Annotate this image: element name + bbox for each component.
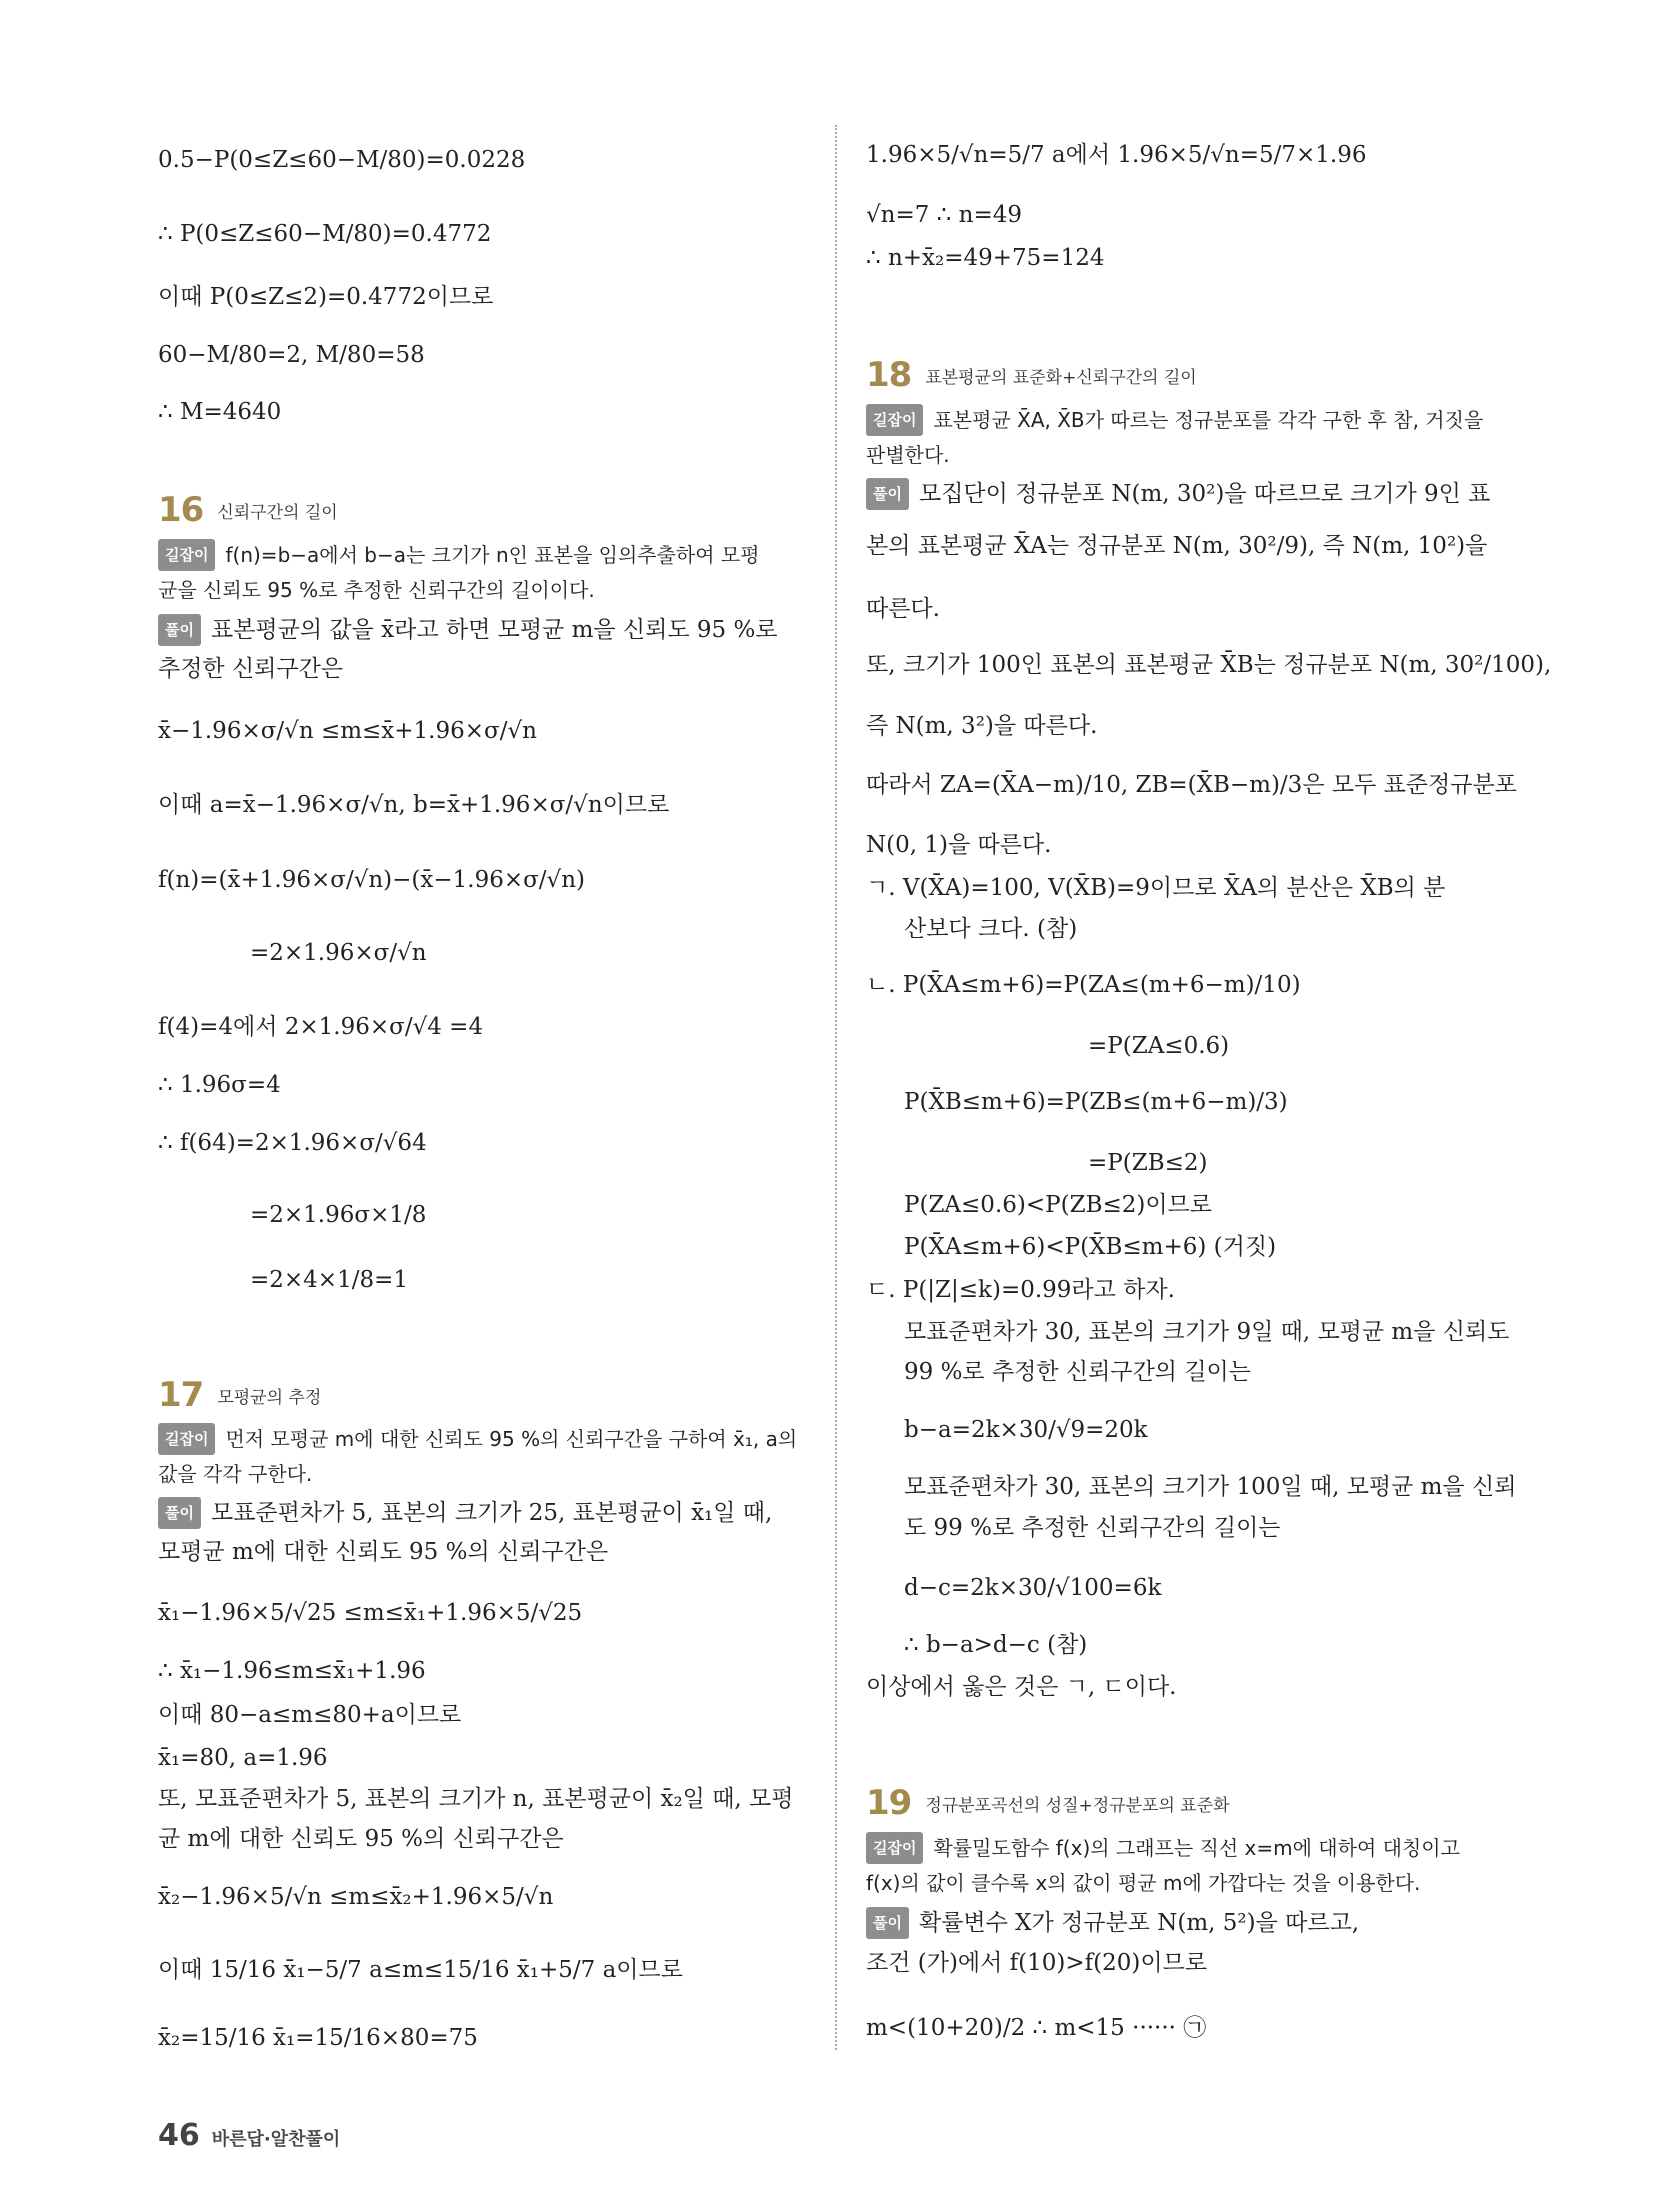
solution-line: 균 m에 대한 신뢰도 95 %의 신뢰구간은 (158, 1826, 564, 1852)
choice-item-a-cont: 산보다 크다. (참) (904, 916, 1078, 942)
choice-item-b: ㄴ. P(X̄A≤m+6)=P(ZA≤(m+6−m)/10) (866, 972, 1301, 998)
equation-line: 이때 a=x̄−1.96×σ/√n, b=x̄+1.96×σ/√n이므로 (158, 792, 670, 818)
guide-text: 표본평균 X̄A, X̄B가 따르는 정규분포를 각각 구한 후 참, 거짓을 (933, 408, 1484, 432)
text-line: ∴ P(0≤Z≤60−M/80)=0.4772 (158, 221, 492, 247)
solution-text: 확률변수 X가 정규분포 N(m, 5²)을 따르고, (918, 1910, 1360, 1936)
choice-item-a: ㄱ. V(X̄A)=100, V(X̄B)=9이므로 X̄A의 분산은 X̄B의 분 (866, 875, 1446, 901)
equation-line: m<(10+20)/2 ∴ m<15 ······ ㉠ (866, 2015, 1207, 2041)
solution-tag: 풀이 (158, 1497, 201, 1529)
solution-text: 모집단이 정규분포 N(m, 30²)을 따르므로 크기가 9인 표 (918, 481, 1491, 507)
guide-line: 균을 신뢰도 95 %로 추정한 신뢰구간의 길이이다. (158, 578, 595, 602)
equation-line: ∴ b−a>d−c (참) (904, 1632, 1088, 1658)
guide-text: 먼저 모평균 m에 대한 신뢰도 95 %의 신뢰구간을 구하여 x̄₁, a의 (225, 1427, 798, 1451)
text-line: 0.5−P(0≤Z≤60−M/80)=0.0228 (158, 147, 526, 173)
solution-tag: 풀이 (866, 1907, 909, 1939)
equation-line: =2×4×1/8=1 (250, 1267, 409, 1293)
guide-line (866, 404, 1483, 436)
equation-line: b−a=2k×30/√9=20k (904, 1417, 1148, 1443)
choice-item-c: ㄷ. P(|Z|≤k)=0.99라고 하자. (866, 1277, 1175, 1303)
section-header-16 (158, 490, 338, 530)
guide-tag: 길잡이 (866, 404, 923, 436)
guide-text: 확률밀도함수 f(x)의 그래프는 직선 x=m에 대하여 대칭이고 (933, 1836, 1460, 1860)
solution-text: 모표준편차가 5, 표본의 크기가 25, 표본평균이 x̄₁일 때, (210, 1500, 773, 1526)
section-header-17 (158, 1375, 321, 1415)
section-number: 19 (866, 1783, 912, 1823)
equation-line: x̄₂=15/16 x̄₁=15/16×80=75 (158, 2025, 478, 2051)
equation-line: f(n)=(x̄+1.96×σ/√n)−(x̄−1.96×σ/√n) (158, 867, 585, 893)
guide-line: 판별한다. (866, 443, 950, 467)
section-title: 모평균의 추정 (217, 1387, 322, 1408)
equation-line: 이때 15/16 x̄₁−5/7 a≤m≤15/16 x̄₁+5/7 a이므로 (158, 1957, 683, 1983)
section-number: 17 (158, 1375, 204, 1415)
solution-line: 따른다. (866, 596, 940, 622)
solution-line: 따라서 ZA=(X̄A−m)/10, ZB=(X̄B−m)/3은 모두 표준정규분포 (866, 772, 1517, 798)
section-header-18 (866, 355, 1197, 395)
equation-line: =2×1.96σ×1/8 (250, 1202, 427, 1228)
solution-line: 또, 크기가 100인 표본의 표본평균 X̄B는 정규분포 N(m, 30²/100), (866, 652, 1552, 678)
equation-line: =P(ZA≤0.6) (1088, 1033, 1230, 1059)
section-title: 신뢰구간의 길이 (217, 502, 338, 523)
solution-tag: 풀이 (866, 478, 909, 510)
section-number: 18 (866, 355, 912, 395)
equation-line: =2×1.96×σ/√n (250, 940, 427, 966)
equation-line: ∴ 1.96σ=4 (158, 1072, 281, 1098)
page-number: 46 (158, 2118, 200, 2153)
equation-line: ∴ n+x̄₂=49+75=124 (866, 245, 1105, 271)
guide-tag: 길잡이 (866, 1832, 923, 1864)
solution-line (866, 1907, 1359, 1939)
solution-text: 표본평균의 값을 x̄라고 하면 모평균 m을 신뢰도 95 %로 (210, 617, 778, 643)
solution-line: N(0, 1)을 따른다. (866, 832, 1052, 858)
text-line: 60−M/80=2, M/80=58 (158, 342, 425, 368)
equation-line: x̄₂−1.96×5/√n ≤m≤x̄₂+1.96×5/√n (158, 1884, 554, 1910)
solution-line: 조건 (가)에서 f(10)>f(20)이므로 (866, 1950, 1208, 1976)
guide-line: f(x)의 값이 클수록 x의 값이 평균 m에 가깝다는 것을 이용한다. (866, 1871, 1421, 1895)
equation-line: f(4)=4에서 2×1.96×σ/√4 =4 (158, 1014, 484, 1040)
solution-line: 모표준편차가 30, 표본의 크기가 100일 때, 모평균 m을 신뢰 (904, 1474, 1517, 1500)
equation-line: P(X̄A≤m+6)<P(X̄B≤m+6) (거짓) (904, 1234, 1277, 1260)
solution-line: 모표준편차가 30, 표본의 크기가 9일 때, 모평균 m을 신뢰도 (904, 1319, 1510, 1345)
solution-line (158, 1497, 772, 1529)
equation-line: √n=7 ∴ n=49 (866, 202, 1022, 228)
column-divider (835, 125, 837, 2050)
equation-line: 1.96×5/√n=5/7 a에서 1.96×5/√n=5/7×1.96 (866, 142, 1367, 168)
solution-line: 즉 N(m, 3²)을 따른다. (866, 713, 1098, 739)
guide-text: f(n)=b−a에서 b−a는 크기가 n인 표본을 임의추출하여 모평 (225, 543, 760, 567)
guide-tag: 길잡이 (158, 1423, 215, 1455)
equation-line: x̄₁=80, a=1.96 (158, 1745, 328, 1771)
text-line: 이때 P(0≤Z≤2)=0.4772이므로 (158, 284, 494, 310)
conclusion-line: 이상에서 옳은 것은 ㄱ, ㄷ이다. (866, 1674, 1177, 1700)
equation-line: =P(ZB≤2) (1088, 1150, 1208, 1176)
guide-tag: 길잡이 (158, 539, 215, 571)
equation-line: 이때 80−a≤m≤80+a이므로 (158, 1702, 462, 1728)
section-header-19 (866, 1783, 1230, 1823)
section-number: 16 (158, 490, 204, 530)
solution-line: 도 99 %로 추정한 신뢰구간의 길이는 (904, 1515, 1281, 1541)
section-title: 정규분포곡선의 성질+정규분포의 표준화 (925, 1795, 1230, 1816)
guide-line (866, 1832, 1460, 1864)
guide-line (158, 539, 760, 571)
solution-line: 본의 표본평균 X̄A는 정규분포 N(m, 30²/9), 즉 N(m, 10²)을 (866, 533, 1488, 559)
solution-line: 99 %로 추정한 신뢰구간의 길이는 (904, 1359, 1251, 1385)
solution-line: 또, 모표준편차가 5, 표본의 크기가 n, 표본평균이 x̄₂일 때, 모평 (158, 1786, 794, 1812)
section-title: 표본평균의 표준화+신뢰구간의 길이 (925, 367, 1197, 388)
guide-line: 값을 각각 구한다. (158, 1462, 313, 1486)
equation-line: d−c=2k×30/√100=6k (904, 1575, 1162, 1601)
equation-line: x̄₁−1.96×5/√25 ≤m≤x̄₁+1.96×5/√25 (158, 1600, 583, 1626)
equation-line: P(ZA≤0.6)<P(ZB≤2)이므로 (904, 1192, 1212, 1218)
equation-line: x̄−1.96×σ/√n ≤m≤x̄+1.96×σ/√n (158, 718, 537, 744)
solution-line: 추정한 신뢰구간은 (158, 656, 344, 682)
guide-line (158, 1423, 797, 1455)
solution-tag: 풀이 (158, 614, 201, 646)
solution-line (158, 614, 778, 646)
equation-line: ∴ f(64)=2×1.96×σ/√64 (158, 1130, 427, 1156)
text-line: ∴ M=4640 (158, 399, 282, 425)
book-title: 바른답·알찬풀이 (211, 2129, 341, 2150)
page-footer (158, 2118, 340, 2153)
solution-line (866, 478, 1490, 510)
equation-line: P(X̄B≤m+6)=P(ZB≤(m+6−m)/3) (904, 1089, 1288, 1115)
solution-line: 모평균 m에 대한 신뢰도 95 %의 신뢰구간은 (158, 1539, 609, 1565)
equation-line: ∴ x̄₁−1.96≤m≤x̄₁+1.96 (158, 1658, 426, 1684)
